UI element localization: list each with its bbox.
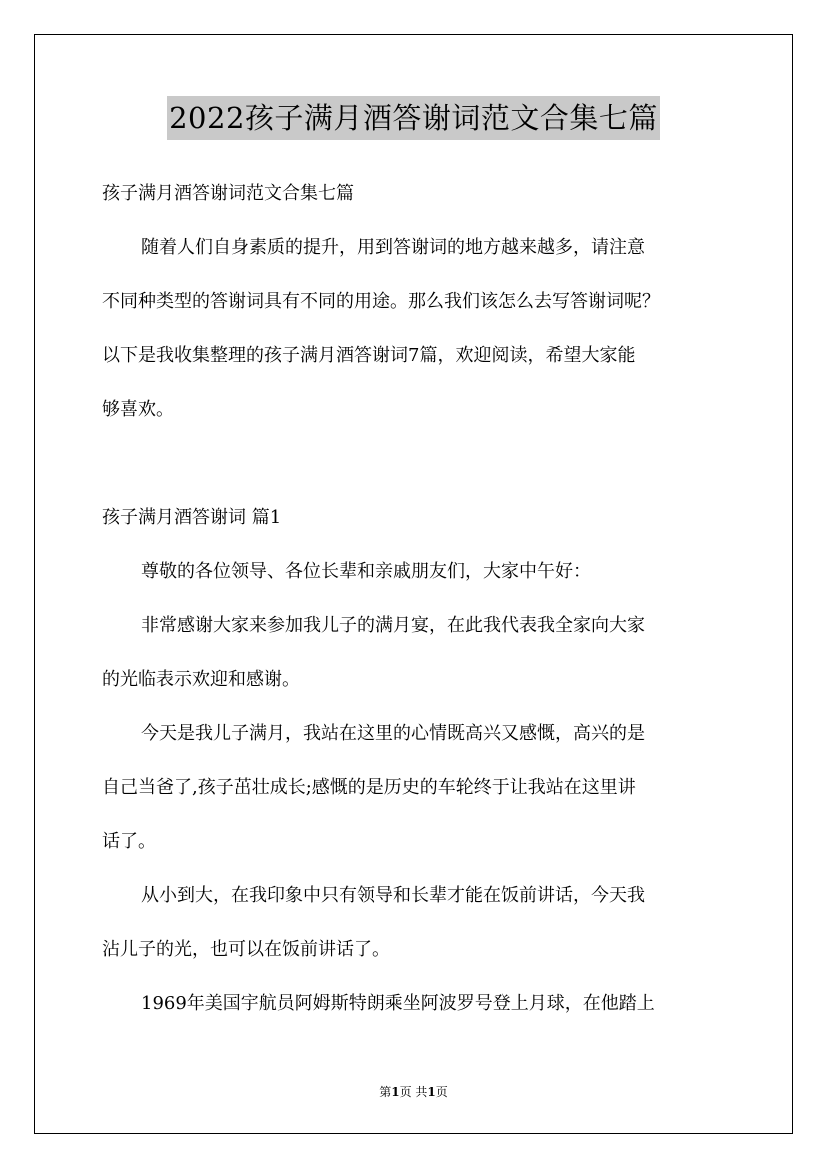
paragraph-line: 不同种类型的答谢词具有不同的用途。那么我们该怎么去写答谢词呢？ (102, 291, 660, 312)
paragraph-line: 以下是我收集整理的孩子满月酒答谢词7篇，欢迎阅读，希望大家能 (102, 345, 636, 366)
paragraph-line: 话了。 (102, 831, 156, 852)
footer-page-suffix: 页 (435, 1085, 448, 1099)
paragraph-line: 沾儿子的光，也可以在饭前讲话了。 (102, 939, 390, 960)
paragraph-line: 随着人们自身素质的提升，用到答谢词的地方越来越多，请注意 (141, 237, 645, 258)
footer-page-current: 1 (391, 1085, 400, 1099)
footer-page-prefix: 第 (379, 1085, 392, 1099)
page-footer (0, 1084, 827, 1100)
footer-page-mid: 页 共 (399, 1085, 428, 1099)
subtitle-line: 孩子满月酒答谢词范文合集七篇 (102, 183, 354, 204)
paragraph-line: 今天是我儿子满月，我站在这里的心情既高兴又感慨，高兴的是 (141, 723, 645, 744)
section-heading: 孩子满月酒答谢词 篇1 (102, 507, 282, 528)
paragraph-line: 够喜欢。 (102, 399, 174, 420)
document-title: 2022孩子满月酒答谢词范文合集七篇 (167, 96, 660, 140)
paragraph-line: 从小到大，在我印象中只有领导和长辈才能在饭前讲话，今天我 (141, 885, 645, 906)
footer-page-total: 1 (427, 1085, 436, 1099)
paragraph-line: 的光临表示欢迎和感谢。 (102, 669, 300, 690)
paragraph-line: 非常感谢大家来参加我儿子的满月宴，在此我代表我全家向大家 (141, 615, 645, 636)
title-container (0, 96, 827, 140)
paragraph-line: 1969年美国宇航员阿姆斯特朗乘坐阿波罗号登上月球，在他踏上 (141, 993, 655, 1014)
paragraph-line: 尊敬的各位领导、各位长辈和亲戚朋友们，大家中午好： (141, 561, 591, 582)
paragraph-line: 自己当爸了,孩子茁壮成长;感慨的是历史的车轮终于让我站在这里讲 (102, 777, 636, 798)
